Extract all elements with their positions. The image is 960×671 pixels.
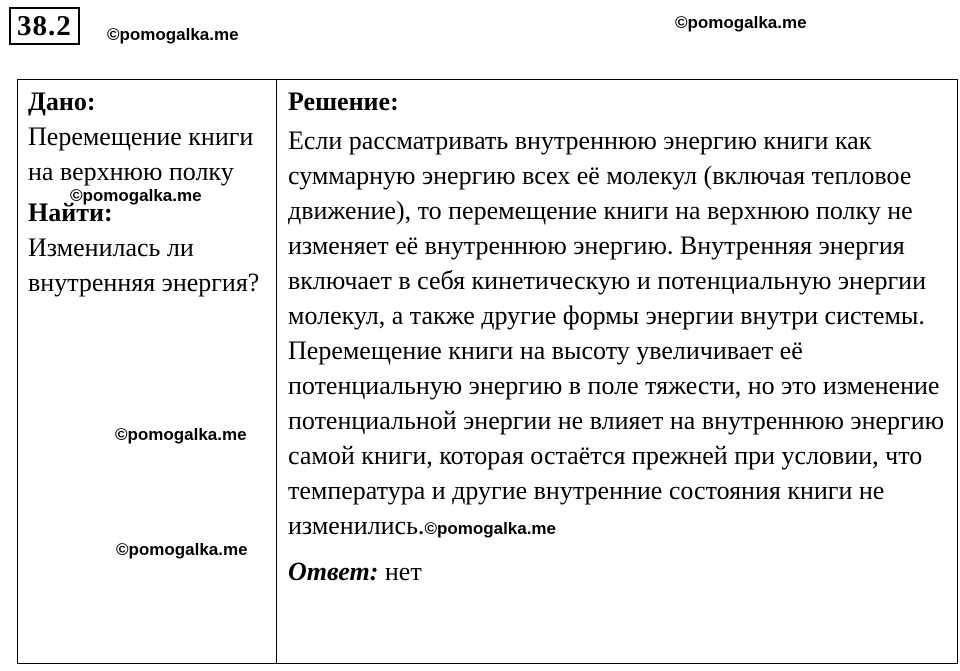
answer-value: нет xyxy=(384,557,422,586)
answer-line xyxy=(288,554,948,589)
column-divider xyxy=(276,80,277,663)
solution-text xyxy=(288,123,948,546)
find-text: Изменилась ли внутренняя энергия? xyxy=(28,233,260,297)
solution-column xyxy=(288,84,948,589)
given-title: Дано: xyxy=(28,87,96,116)
solution-table xyxy=(17,79,958,664)
solution-title: Решение: xyxy=(288,87,399,116)
solution-body: Если рассматривать внутреннюю энергию книги как суммарную энергию всех её молекул (включая тепловое движение), то перемещение книги на верхнюю полку не изменяет её внутреннюю энергию. Внутренняя энергия включает в себя кинетическую и потенциальную энергии молекул, а также другие формы энергии внутри системы. Перемещение книги на высоту увеличивает её потенциальную энергию в поле тяжести, но это изменение потенциальной энергии не влияет на внутреннюю энергию самой книги, которая остаётся прежней при условии, что температура и другие внутренние состояния книги не изменились. xyxy=(288,126,945,540)
watermark: ©pomogalka.me xyxy=(424,519,556,538)
watermark: ©pomogalka.me xyxy=(116,540,248,559)
problem-number: 38.2 xyxy=(9,7,80,45)
watermark: ©pomogalka.me xyxy=(70,186,202,205)
find-title: Найти: xyxy=(28,198,113,227)
given-text: Перемещение книги на верхнюю полку xyxy=(28,122,254,186)
watermark: ©pomogalka.me xyxy=(115,425,247,444)
watermark: ©pomogalka.me xyxy=(107,25,239,44)
watermark: ©pomogalka.me xyxy=(675,13,807,32)
answer-label: Ответ: xyxy=(288,557,379,586)
